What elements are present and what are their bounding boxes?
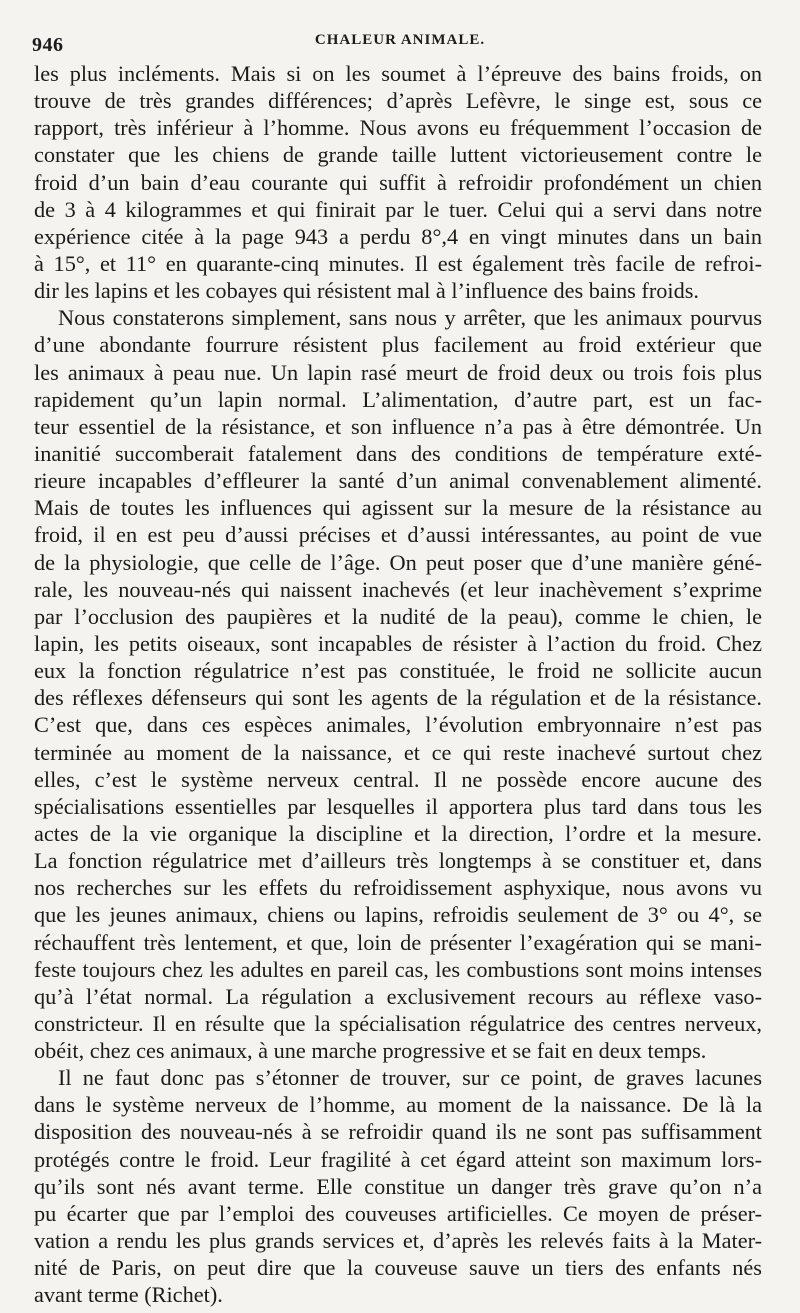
text-line: constricteur. Il en résulte que la spécialisation régulatrice des centres nerveux, — [34, 1010, 762, 1036]
text-line: spécialisations essentielles par lesquelles il apportera plus tard dans tous les — [34, 793, 762, 819]
text-line: Il ne faut donc pas s’étonner de trouver, sur ce point, de graves lacunes — [58, 1065, 762, 1091]
page-header — [32, 30, 768, 58]
text-line: protégés contre le froid. Leur fragilité à cet égard atteint son maximum lors- — [34, 1146, 762, 1172]
body-text — [34, 60, 762, 1308]
text-line: constater que les chiens de grande taille luttent victorieusement contre le — [34, 142, 762, 168]
text-line: de la physiologie, que celle de l’âge. On peut poser que d’une manière géné- — [34, 549, 762, 575]
text-line: nité de Paris, on peut dire que la couveuse sauve un tiers des enfants nés — [34, 1255, 762, 1281]
text-line: des réflexes défenseurs qui sont les agents de la régulation et de la résistance. — [34, 685, 762, 711]
text-line: La fonction régulatrice met d’ailleurs très longtemps à se constituer et, dans — [34, 848, 762, 874]
text-line: les animaux à peau nue. Un lapin rasé meurt de froid deux ou trois fois plus — [34, 359, 762, 385]
text-line: terminée au moment de la naissance, et ce qui reste inachevé surtout chez — [34, 739, 762, 765]
text-line: obéit, chez ces animaux, à une marche progressive et se fait en deux temps. — [34, 1038, 707, 1064]
text-line: les plus incléments. Mais si on les soumet à l’épreuve des bains froids, on — [34, 61, 762, 86]
text-line: inanitié succomberait fatalement dans des conditions de température exté- — [34, 440, 762, 466]
text-line: vation a rendu les plus grands services et, d’après les relevés faits à la Mater- — [34, 1228, 762, 1254]
text-line: avant terme (Richet). — [34, 1282, 223, 1308]
text-line: que les jeunes animaux, chiens ou lapins, refroidis seulement de 3° ou 4°, se — [34, 902, 762, 928]
text-line: elles, c’est le système nerveux central. Il ne possède encore aucune des — [34, 766, 762, 792]
text-line: teur essentiel de la résistance, et son influence n’a pas à être démontrée. Un — [34, 413, 762, 439]
text-line: de 3 à 4 kilogrammes et qui finirait par le tuer. Celui qui a servi dans notre — [34, 196, 762, 222]
text-line: eux la fonction régulatrice n’est pas constituée, le froid ne sollicite aucun — [34, 658, 762, 684]
text-line: à 15°, et 11° en quarante-cinq minutes. Il est également très facile de refroi- — [34, 250, 762, 276]
text-line: C’est que, dans ces espèces animales, l’évolution embryonnaire n’est pas — [34, 712, 762, 738]
text-line: pu écarter que par l’emploi des couveuses artificielles. Ce moyen de préser- — [34, 1200, 762, 1226]
text-line: dir les lapins et les cobayes qui résistent mal à l’influence des bains froids. — [34, 278, 700, 304]
text-line: dans le système nerveux de l’homme, au moment de la naissance. De là la — [34, 1092, 762, 1118]
text-line: lapin, les petits oiseaux, sont incapables de résister à l’action du froid. Chez — [34, 630, 762, 656]
page-number: 946 — [32, 34, 64, 56]
text-line: qu’ils sont nés avant terme. Elle constitue un danger très grave qu’on n’a — [34, 1173, 762, 1199]
text-line: expérience citée à la page 943 a perdu 8°,4 en vingt minutes dans un bain — [34, 223, 762, 249]
text-line: rale, les nouveau-nés qui naissent inachevés (et leur inachèvement s’exprime — [34, 576, 762, 602]
text-line: nos recherches sur les effets du refroidissement asphyxique, nous avons vu — [34, 875, 762, 901]
text-line: trouve de très grandes différences; d’après Lefèvre, le singe est, sous ce — [34, 88, 762, 114]
text-line: Nous constaterons simplement, sans nous y arrêter, que les animaux pourvus — [58, 305, 762, 331]
text-line: froid d’un bain d’eau courante qui suffit à refroidir profondément un chien — [34, 169, 762, 195]
text-line: froid, il en est peu d’aussi précises et d’aussi intéressantes, au point de vue — [34, 522, 762, 548]
text-line: d’une abondante fourrure résistent plus facilement au froid extérieur que — [34, 332, 762, 358]
text-line: rieure incapables d’effleurer la santé d’un animal convenablement alimenté. — [34, 468, 762, 494]
text-line: rapidement qu’un lapin normal. L’alimentation, d’autre part, est un fac- — [34, 386, 762, 412]
text-line: Mais de toutes les influences qui agissent sur la mesure de la résistance au — [34, 495, 762, 521]
text-line: par l’occlusion des paupières et la nudité de la peau), comme le chien, le — [34, 603, 762, 629]
text-line: rapport, très inférieur à l’homme. Nous avons eu fréquemment l’occasion de — [34, 115, 762, 141]
text-line: actes de la vie organique la discipline et la direction, l’ordre et la mesure. — [34, 820, 762, 846]
text-line: réchauffent très lentement, et que, loin de présenter l’exagération qui se mani- — [34, 929, 762, 955]
text-line: qu’à l’état normal. La régulation a exclusivement recours au réflexe vaso- — [34, 983, 762, 1009]
text-line: disposition des nouveau-nés à se refroidir quand ils ne sont pas suffisamment — [34, 1119, 762, 1145]
running-title: CHALEUR ANIMALE. — [314, 32, 486, 48]
text-line: feste toujours chez les adultes en pareil cas, les combustions sont moins intenses — [34, 956, 762, 982]
